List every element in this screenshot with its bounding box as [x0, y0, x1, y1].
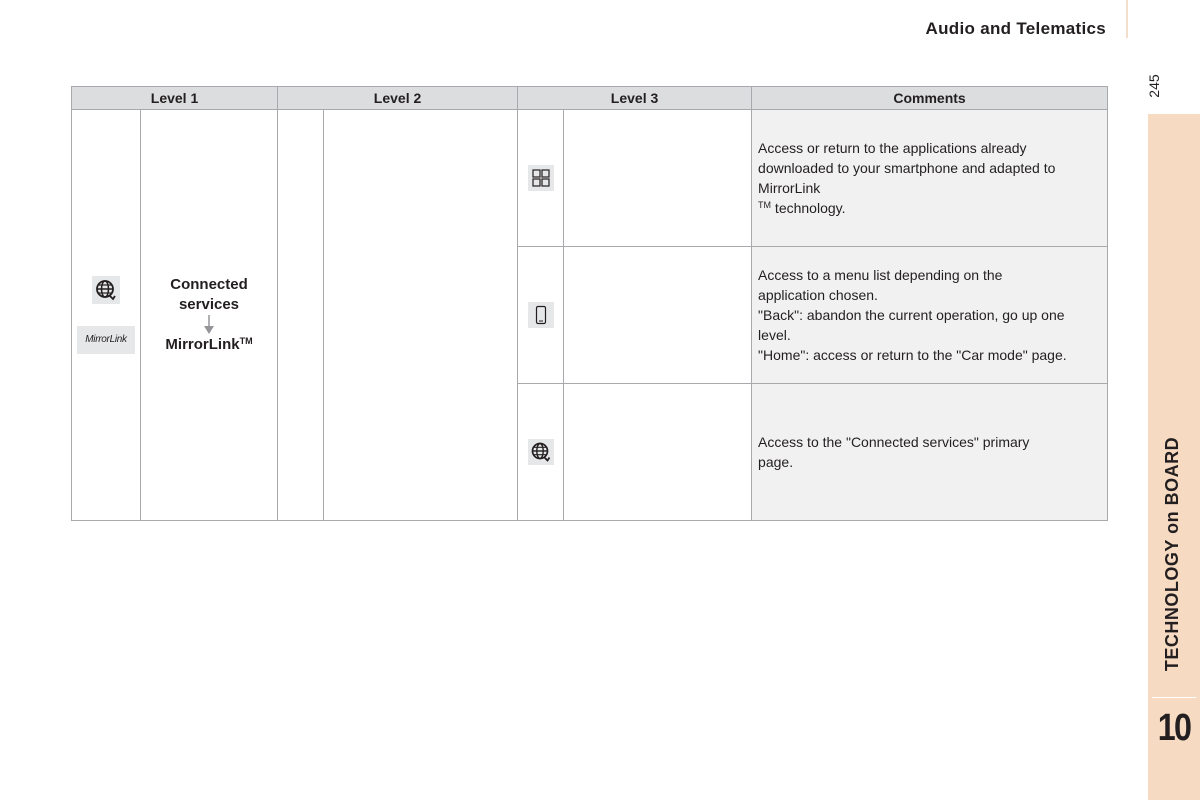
table-row — [72, 110, 1108, 247]
level1-product-name: MirrorLink — [165, 336, 240, 353]
column-header-level1: Level 1 — [72, 87, 278, 110]
level2-label-cell — [324, 110, 518, 521]
header-rule — [1126, 0, 1128, 38]
arrow-down-icon — [202, 315, 216, 335]
menu-table — [71, 86, 1108, 521]
comment-line: level. — [758, 327, 791, 343]
comment-product-name: MirrorLink — [758, 180, 821, 196]
comment-line: downloaded to your smartphone and adapted to — [758, 160, 1056, 176]
level3-label-cell — [564, 247, 752, 384]
level1-label-product — [141, 335, 277, 355]
comment-line — [758, 178, 1101, 218]
level2-icon-cell — [278, 110, 324, 521]
mirrorlink-logo: MirrorLink — [77, 326, 135, 354]
level3-label-cell — [564, 110, 752, 247]
level1-label-line1: Connected — [170, 276, 248, 293]
chapter-number: 10 — [1157, 707, 1191, 749]
chapter-title: TECHNOLOGY on BOARD — [1162, 436, 1182, 672]
comment-cell — [752, 384, 1108, 521]
level1-label-cell — [141, 110, 278, 521]
section-title: Audio and Telematics — [925, 19, 1106, 38]
level3-icon-cell — [518, 247, 564, 384]
level3-label-cell — [564, 384, 752, 521]
comment-tail: technology. — [771, 200, 846, 216]
connected-services-globe-icon — [528, 439, 554, 465]
table-header-row — [72, 87, 1108, 110]
comment-line: Access to the "Connected services" primary — [758, 434, 1030, 450]
comment-line: "Home": access or return to the "Car mode" page. — [758, 347, 1067, 363]
apps-grid-icon — [528, 165, 554, 191]
comment-cell — [752, 247, 1108, 384]
smartphone-icon — [528, 302, 554, 328]
page-number: 245 — [1146, 74, 1162, 98]
comment-line: Access to a menu list depending on the — [758, 267, 1003, 283]
level1-label-line2: services — [178, 296, 240, 313]
comment-cell — [752, 110, 1108, 247]
column-header-level3: Level 3 — [518, 87, 752, 110]
column-header-level2: Level 2 — [278, 87, 518, 110]
comment-line: Access or return to the applications already — [758, 140, 1027, 156]
level3-icon-cell — [518, 110, 564, 247]
level3-icon-cell — [518, 384, 564, 521]
connected-services-globe-icon — [92, 276, 120, 304]
chapter-tab-divider — [1152, 697, 1196, 698]
trademark-mark: TM — [758, 200, 772, 210]
comment-line: application chosen. — [758, 287, 878, 303]
level1-icons-cell — [72, 110, 141, 521]
trademark-mark: TM — [239, 336, 253, 346]
column-header-comments: Comments — [752, 87, 1108, 110]
comment-line: "Back": abandon the current operation, go up one — [758, 307, 1065, 323]
comment-line: page. — [758, 454, 794, 470]
